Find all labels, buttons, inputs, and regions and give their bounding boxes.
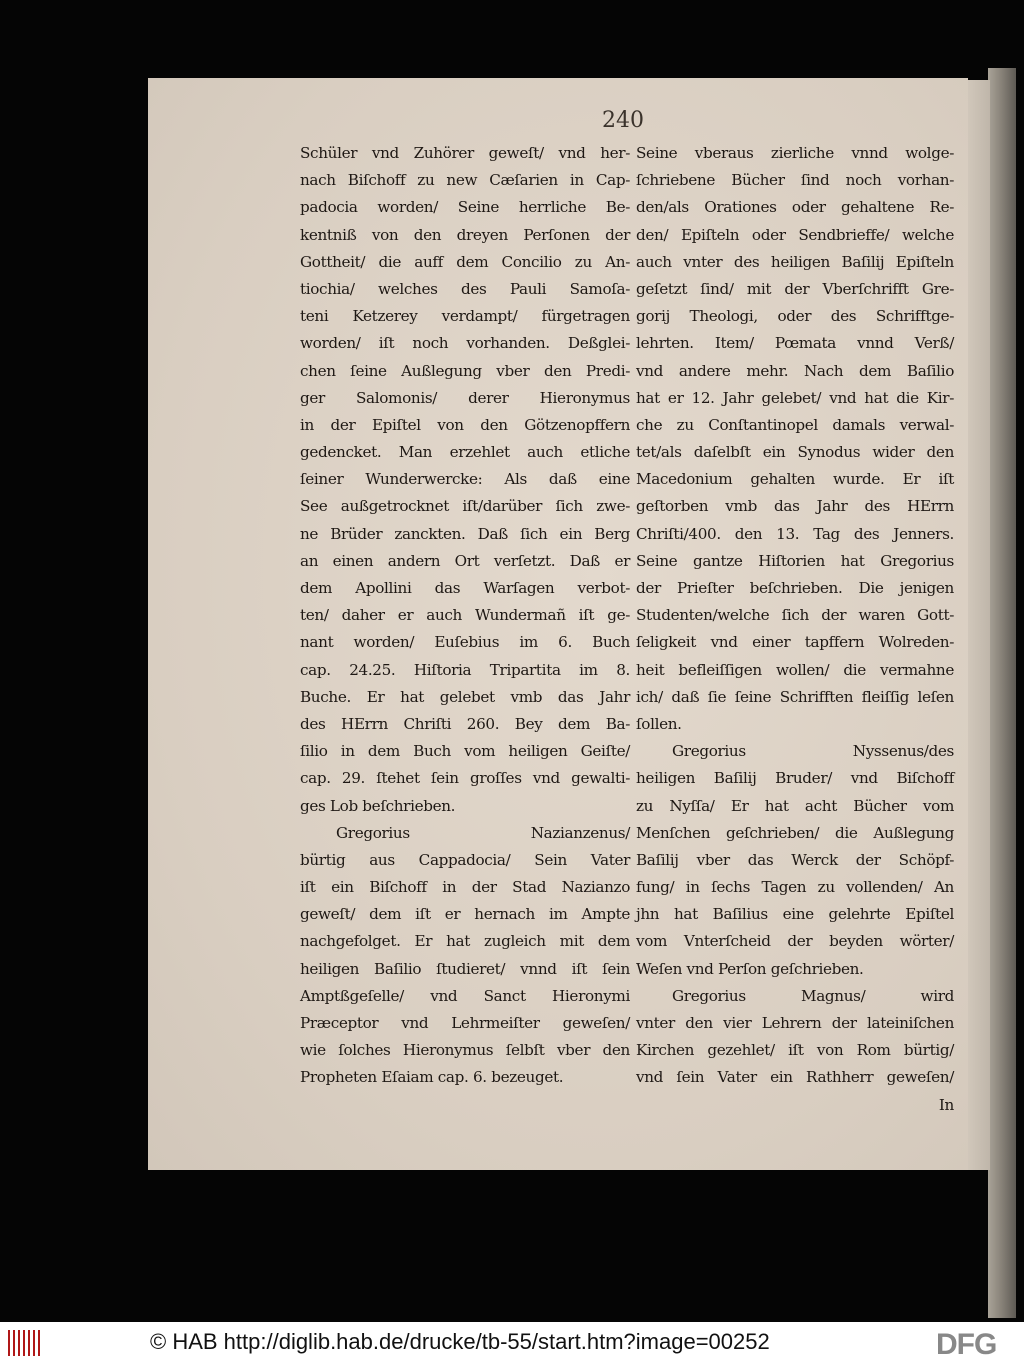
text-line: iſt ein Biſchoff in der Stad Nazianzo	[300, 878, 630, 897]
text-line: auch vnter des heiligen Baſilij Epiſteln	[636, 252, 954, 271]
text-line: nach Biſchoff zu new Cæſarien in Cap-	[300, 171, 630, 190]
text-line: zu Nyſſa/ Er hat acht Bücher vom	[636, 796, 954, 815]
text-line: vnter den vier Lehrern der lateiniſchen	[636, 1014, 954, 1032]
text-line: gedencket. Man erzehlet auch etliche	[300, 443, 630, 462]
text-line: heiligen Baſilio ſtudieret/ vnnd iſt ſein	[300, 959, 630, 978]
text-line: Chriſti/400. den 13. Tag des Jenners.	[636, 524, 954, 543]
text-line: den/als Orationes oder gehaltene Re-	[636, 198, 954, 217]
text-line: Amptßgeſelle/ vnd Sanct Hieronymi	[300, 986, 630, 1005]
text-line: bürtig aus Cappadocia/ Sein Vater	[300, 850, 630, 869]
text-line: Præceptor vnd Lehrmeiſter geweſen/	[300, 1014, 630, 1032]
text-line: In	[938, 1095, 954, 1114]
text-line: Kirchen gezehlet/ iſt von Rom bürtig/	[636, 1041, 954, 1060]
text-line: worden/ iſt noch vorhanden. Deßglei-	[300, 334, 630, 353]
text-line: ne Brüder zanckten. Daß ſich ein Berg	[300, 524, 630, 543]
text-line: Schüler vnd Zuhörer geweſt/ vnd her-	[300, 144, 630, 162]
text-line: vnd andere mehr. Nach dem Baſilio	[636, 361, 954, 380]
text-line: der Prieſter beſchrieben. Die jenigen	[636, 579, 954, 597]
dfg-logo: DFG	[936, 1328, 997, 1361]
text-line: Gottheit/ die auff dem Concilio zu An-	[300, 252, 630, 271]
text-line: lehrten. Item/ Pœmata vnnd Verß/	[636, 334, 954, 353]
text-line: che zu Conſtantinopel damals verwal-	[636, 415, 954, 434]
text-line: Buche. Er hat gelebet vmb das Jahr	[300, 687, 630, 706]
text-line: nant worden/ Euſebius im 6. Buch	[300, 633, 630, 652]
text-line: ſollen.	[636, 714, 682, 733]
text-line: geweſt/ dem iſt er hernach im Ampte	[300, 905, 630, 924]
text-column-left	[300, 140, 630, 1092]
text-line: Baſilij vber das Werck der Schöpf-	[636, 850, 954, 869]
text-line: vnd ſein Vater ein Rathherr geweſen/	[636, 1068, 954, 1087]
text-line: jhn hat Baſilius eine gelehrte Epiſtel	[636, 905, 954, 924]
text-line: dem Apollini das Warſagen verbot-	[300, 579, 630, 597]
text-line: ſeligkeit vnd einer tapffern Wolreden-	[636, 633, 954, 652]
text-line: geſtorben vmb das Jahr des HErrn	[636, 497, 954, 516]
text-line: Menſchen geſchrieben/ die Außlegung	[636, 823, 954, 842]
text-line: ger Salomonis/ derer Hieronymus	[300, 388, 630, 407]
text-line: tiochia/ welches des Pauli Samoſa-	[300, 279, 630, 298]
text-line: Studenten/welche ſich der waren Gott-	[636, 606, 954, 625]
text-line: See außgetrocknet iſt/darüber ſich zwe-	[300, 497, 630, 516]
text-line: ges Lob beſchrieben.	[300, 796, 456, 815]
text-line: Gregorius Nazianzenus/	[336, 823, 630, 842]
text-line: an einen andern Ort verſetzt. Daß er	[300, 551, 630, 570]
text-line: ſchriebene Bücher ſind noch vorhan-	[636, 171, 954, 190]
page-number: 240	[602, 108, 644, 133]
text-line: des HErrn Chriſti 260. Bey dem Ba-	[300, 714, 630, 733]
text-line: tet/als daſelbſt ein Synodus wider den	[636, 443, 954, 462]
text-line: Propheten Eſaiam cap. 6. bezeuget.	[300, 1068, 564, 1087]
text-line: heit befleiſſigen wollen/ die vermahne	[636, 660, 954, 679]
text-line: in der Epiſtel von den Götzenopffern	[300, 415, 630, 434]
hab-logo-icon	[8, 1330, 40, 1356]
text-line: heiligen Baſilij Bruder/ vnd Biſchoff	[636, 769, 954, 788]
text-line: Weſen vnd Perſon geſchrieben.	[636, 959, 864, 978]
text-line: ſeiner Wunderwercke: Als daß eine	[300, 470, 630, 489]
text-line: kentniß von den dreyen Perſonen der	[300, 225, 630, 244]
text-line: ten/ daher er auch Wundermañ iſt ge-	[300, 606, 630, 625]
text-line: hat er 12. Jahr gelebet/ vnd hat die Kir-	[636, 388, 954, 407]
text-line: cap. 29. ſtehet ſein groſſes vnd gewalti-	[300, 769, 630, 788]
text-line: ich/ daß ſie ſeine Schrifften fleiſſig leſen	[636, 687, 954, 706]
text-line: padocia worden/ Seine herrliche Be-	[300, 198, 630, 217]
text-line: ſilio in dem Buch vom heiligen Geiſte/	[300, 742, 630, 761]
text-line: Seine vberaus zierliche vnnd wolge-	[636, 144, 954, 162]
footer-bar	[0, 1322, 1024, 1362]
copyright-link[interactable]: © HAB http://diglib.hab.de/drucke/tb-55/start.htm?image=00252	[150, 1329, 770, 1354]
text-line: Gregorius Magnus/ wird	[672, 986, 954, 1005]
text-line: nachgefolget. Er hat zugleich mit dem	[300, 932, 630, 951]
text-line: wie ſolches Hieronymus ſelbſt vber den	[300, 1041, 630, 1060]
text-line: teni Ketzerey verdampt/ fürgetragen	[300, 307, 630, 326]
book-page-edge	[988, 68, 1016, 1318]
text-line: gorij Theologi, oder des Schrifftge-	[636, 307, 954, 326]
text-line: geſetzt ſind/ mit der Vberſchrifft Gre-	[636, 279, 954, 298]
text-line: Seine gantze Hiſtorien hat Gregorius	[636, 551, 954, 570]
text-line: Gregorius Nyssenus/des	[672, 742, 954, 761]
text-line: vom Vnterſcheid der beyden wörter/	[636, 932, 954, 951]
text-line: fung/ in ſechs Tagen zu vollenden/ An	[636, 878, 954, 897]
text-line: cap. 24.25. Hiſtoria Tripartita im 8.	[300, 660, 630, 679]
text-line: Macedonium gehalten wurde. Er iſt	[636, 470, 954, 489]
text-line: den/ Epiſteln oder Sendbrieffe/ welche	[636, 225, 954, 244]
text-column-right	[636, 140, 954, 1119]
text-line: chen ſeine Außlegung vber den Predi-	[300, 361, 630, 380]
